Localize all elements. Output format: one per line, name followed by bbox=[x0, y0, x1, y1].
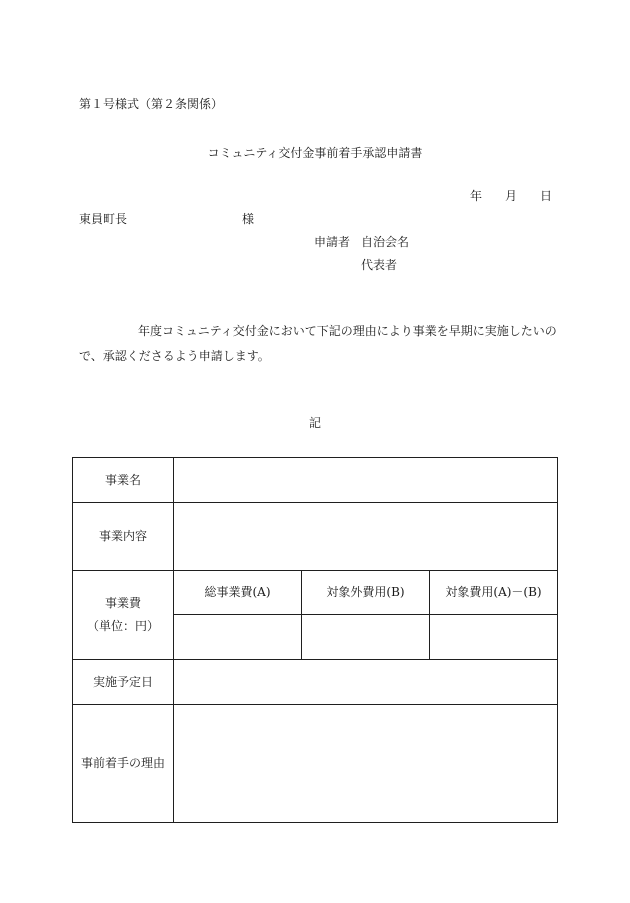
date-day-label: 日 bbox=[540, 189, 553, 203]
advance-reason-label: 事前着手の理由 bbox=[73, 705, 174, 823]
ki-heading: 記 bbox=[308, 416, 321, 430]
non-eligible-cost-header: 対象外費用(B) bbox=[302, 571, 430, 615]
project-cost-unit: （単位：円） bbox=[86, 619, 159, 633]
project-cost-label-text: 事業費 bbox=[104, 596, 141, 611]
eligible-cost-cell[interactable] bbox=[430, 615, 558, 660]
date-month-label: 月 bbox=[505, 189, 518, 203]
schedule-date-label: 実施予定日 bbox=[73, 660, 174, 705]
table-row bbox=[73, 458, 558, 503]
date-year-label: 年 bbox=[470, 189, 483, 203]
advance-reason-cell[interactable] bbox=[174, 705, 558, 823]
project-name-cell[interactable] bbox=[174, 458, 558, 503]
eligible-cost-header: 対象費用(A)－(B) bbox=[430, 571, 558, 615]
project-name-label: 事業名 bbox=[73, 458, 174, 503]
project-cost-label bbox=[73, 571, 174, 660]
table-row bbox=[73, 571, 558, 615]
body-text-line1: 年度コミュニティ交付金において下記の理由により事業を早期に実施したいの bbox=[138, 324, 557, 338]
representative-label: 代表者 bbox=[361, 258, 398, 272]
total-cost-header: 総事業費(A) bbox=[174, 571, 302, 615]
table-row bbox=[73, 503, 558, 571]
addressee-honorific: 様 bbox=[242, 212, 255, 226]
non-eligible-cost-cell[interactable] bbox=[302, 615, 430, 660]
project-content-cell[interactable] bbox=[174, 503, 558, 571]
body-text-line2: で、承認くださるよう申請します。 bbox=[79, 349, 270, 363]
project-content-label: 事業内容 bbox=[73, 503, 174, 571]
schedule-date-cell[interactable] bbox=[174, 660, 558, 705]
total-cost-cell[interactable] bbox=[174, 615, 302, 660]
applicant-org-label: 自治会名 bbox=[361, 235, 410, 249]
document-title: コミュニティ交付金事前着手承認申請書 bbox=[207, 146, 423, 160]
table-row bbox=[73, 705, 558, 823]
addressee-name: 東員町長 bbox=[79, 212, 128, 226]
table-row bbox=[73, 660, 558, 705]
form-number: 第１号様式（第２条関係） bbox=[79, 97, 224, 111]
applicant-label: 申請者 bbox=[314, 235, 351, 249]
application-table bbox=[72, 457, 558, 823]
